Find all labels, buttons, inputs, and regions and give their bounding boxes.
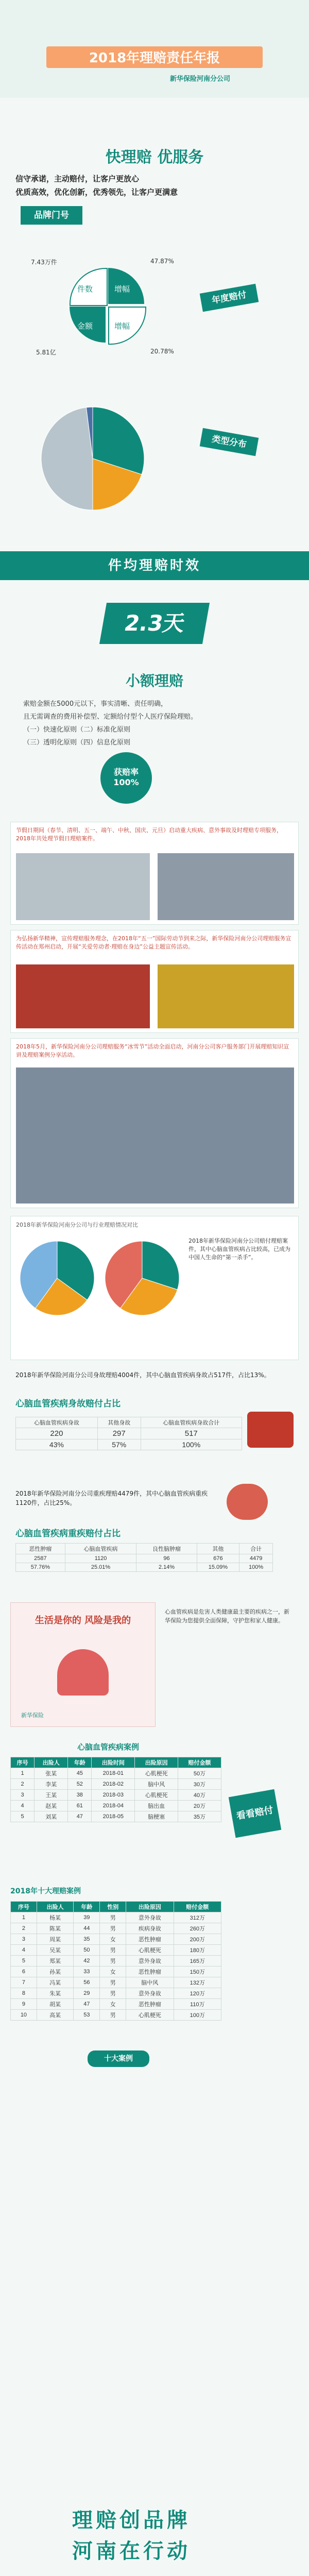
top10-header-4: 性别 xyxy=(100,1902,126,1912)
cardio1-pct-1: 43% xyxy=(16,1439,98,1450)
top10-cell-8-6: 120万 xyxy=(174,1988,221,1999)
top10-cell-4-5: 心肌梗死 xyxy=(126,1945,174,1956)
top10-cell-1-3: 39 xyxy=(74,1912,100,1923)
cardio2-pct-2: 25.01% xyxy=(65,1563,136,1572)
top10-header-6: 赔付金额 xyxy=(174,1902,221,1912)
top10-cell-2-5: 疾病身故 xyxy=(126,1923,174,1934)
top10-cell-5-1: 5 xyxy=(11,1956,37,1967)
event-card xyxy=(10,930,299,1033)
compare-note: 2018年新华保险河南分公司赔付理赔案件，其中心脑血管疾病占比较高，已成为中国人生命的“第一杀手”。 xyxy=(188,1238,290,1261)
rate-value: 100% xyxy=(113,777,139,787)
top10-cell-10-4: 男 xyxy=(100,2010,126,2021)
cases-cell-3-5: 心肌梗死 xyxy=(135,1790,178,1801)
cases-cell-3-1: 3 xyxy=(11,1790,35,1801)
top10-cell-7-1: 7 xyxy=(11,1977,37,1988)
top10-row xyxy=(11,1934,221,1945)
top10-row xyxy=(11,1999,221,2010)
book-note: 心血管疾病是危害人类健康最主要的疾病之一，新华保险为您提供全面保障，守护您和家人健康。 xyxy=(165,1608,289,1624)
footer-line-2: 河南在行动 xyxy=(72,2539,191,2563)
holiday-text: 节假日期间（春节、清明、五一、端午、中秋、国庆、元旦）启动重大疾病、意外事故及时理赔专项服务，2018年共处理节假日理赔案件。 xyxy=(16,827,282,842)
top10-cell-2-4: 男 xyxy=(100,1923,126,1934)
section1-line-1: 信守承诺，主动赔付，让客户更放心 xyxy=(15,174,140,183)
ice-text: 2018年5月，新华保险河南分公司理赔服务“冰雪节”活动全面启动，河南分公司客户服务部门开展理赔知识宣讲及理赔案例分享活动。 xyxy=(16,1043,289,1058)
top10-cell-4-2: 吴某 xyxy=(37,1945,74,1956)
section3-title: 小额理赔 xyxy=(125,672,183,689)
ice-card xyxy=(10,1038,299,1208)
cardio2-pct-5: 100% xyxy=(239,1563,273,1572)
event-text: 为弘扬新华精神，宣传理赔服务理念，在2018年“五一”国际劳动节到来之际，新华保险河南分公司理赔服务宣传活动在郑州启动，开展“关爱劳动者·理赔在身边”公益主题宣传活动。 xyxy=(16,935,291,950)
cases-cell-1-4: 2018-01 xyxy=(92,1768,135,1779)
top10-cell-4-4: 男 xyxy=(100,1945,126,1956)
cardio2-pct-3: 2.14% xyxy=(136,1563,197,1572)
top10-cell-5-3: 42 xyxy=(74,1956,100,1967)
cases-row xyxy=(11,1811,221,1822)
cardio2-pct-4: 15.09% xyxy=(197,1563,239,1572)
top10-cell-3-2: 周某 xyxy=(37,1934,74,1945)
cases-table xyxy=(10,1757,221,1822)
cases-cell-5-5: 脑梗塞 xyxy=(135,1811,178,1822)
top10-cell-8-1: 8 xyxy=(11,1988,37,1999)
quad-value-growth2: 20.78% xyxy=(150,348,174,355)
top10-table xyxy=(10,1901,221,2021)
rate-label: 获赔率 xyxy=(113,767,139,777)
heartbeat-icon xyxy=(247,1412,294,1448)
header-title: 2018年理赔责任年报 xyxy=(89,50,220,66)
rate-badge xyxy=(100,752,152,804)
cases-header-5: 出险原因 xyxy=(135,1757,178,1768)
top10-cell-9-6: 110万 xyxy=(174,1999,221,2010)
top10-cell-3-1: 3 xyxy=(11,1934,37,1945)
quad-value-count: 7.43万件 xyxy=(31,259,57,266)
cardio1-value-2: 297 xyxy=(97,1428,141,1439)
cardio1-header-3: 心脑血管疾病身故合计 xyxy=(141,1417,242,1428)
book-cover xyxy=(10,1602,156,1727)
cardio2-count-3: 96 xyxy=(136,1554,197,1563)
top10-row xyxy=(11,2010,221,2021)
compare-pie-left xyxy=(16,1237,98,1319)
holiday-photo-1 xyxy=(16,853,150,920)
top10-cell-3-5: 恶性肿瘤 xyxy=(126,1934,174,1945)
top10-cell-7-6: 132万 xyxy=(174,1977,221,1988)
cases-header-2: 出险人 xyxy=(35,1757,68,1768)
cardio2-table xyxy=(15,1543,273,1572)
top10-cell-3-4: 女 xyxy=(100,1934,126,1945)
top10-header-5: 出险原因 xyxy=(126,1902,174,1912)
type-pie-chart xyxy=(36,402,149,515)
top10-header-1: 序号 xyxy=(11,1902,37,1912)
section3-line-3: （一）快速化原则（二）标准化原则 xyxy=(23,726,131,734)
cases-cell-3-2: 王某 xyxy=(35,1790,68,1801)
section3-line-4: （三）透明化原则（四）信息化原则 xyxy=(23,739,131,747)
heart-hands-icon xyxy=(57,1649,109,1696)
compare-card xyxy=(10,1216,299,1360)
cases-header-1: 序号 xyxy=(11,1757,35,1768)
cases-cell-5-3: 47 xyxy=(68,1811,92,1822)
top10-cell-6-1: 6 xyxy=(11,1967,37,1977)
top10-title: 2018年十大理赔案例 xyxy=(10,1887,81,1895)
top10-cell-2-1: 2 xyxy=(11,1923,37,1934)
top10-cell-2-3: 44 xyxy=(74,1923,100,1934)
top10-cell-5-4: 男 xyxy=(100,1956,126,1967)
brand-label: 品牌门号 xyxy=(21,206,82,225)
cardio2-count-1: 2587 xyxy=(16,1554,65,1563)
quad-label-growth1: 增幅 xyxy=(114,284,130,294)
top10-row xyxy=(11,1977,221,1988)
top10-cell-5-5: 意外身故 xyxy=(126,1956,174,1967)
cardio1-table xyxy=(15,1417,242,1450)
cardio2-title: 心脑血管疾病重疾赔付占比 xyxy=(15,1529,121,1539)
header-subtitle: 新华保险河南分公司 xyxy=(170,75,231,83)
top10-cell-1-2: 杨某 xyxy=(37,1912,74,1923)
cardio1-header-1: 心脑血管疾病身故 xyxy=(16,1417,98,1428)
cases-cell-3-6: 40万 xyxy=(178,1790,221,1801)
cardio1-pct-3: 100% xyxy=(141,1439,242,1450)
top10-row xyxy=(11,1988,221,1999)
top10-label: 十大案例 xyxy=(88,2050,149,2067)
quad-value-growth1: 47.87% xyxy=(150,258,174,265)
section2-title: 件均理赔时效 xyxy=(0,551,309,580)
top10-cell-3-3: 35 xyxy=(74,1934,100,1945)
cases-cell-2-5: 脑中风 xyxy=(135,1779,178,1790)
top10-cell-9-3: 47 xyxy=(74,1999,100,2010)
quad-value-amount: 5.81亿 xyxy=(36,349,56,356)
top10-cell-10-1: 10 xyxy=(11,2010,37,2021)
top10-cell-8-2: 朱某 xyxy=(37,1988,74,1999)
top10-row xyxy=(11,1945,221,1956)
cardio2-pct-1: 57.76% xyxy=(16,1563,65,1572)
cases-row xyxy=(11,1779,221,1790)
top10-cell-7-3: 56 xyxy=(74,1977,100,1988)
cardio2-header-2: 心脑血管疾病 xyxy=(65,1544,136,1554)
cases-cell-2-4: 2018-02 xyxy=(92,1779,135,1790)
cardio1-title: 心脑血管疾病身故赔付占比 xyxy=(15,1399,121,1409)
cases-cell-5-4: 2018-05 xyxy=(92,1811,135,1822)
top10-row xyxy=(11,1956,221,1967)
top10-cell-4-1: 4 xyxy=(11,1945,37,1956)
top10-header-2: 出险人 xyxy=(37,1902,74,1912)
cases-cell-2-1: 2 xyxy=(11,1779,35,1790)
book-caption: 新华保险 xyxy=(21,1712,44,1719)
cases-label: 看看赔付 xyxy=(229,1789,282,1838)
cardio1-header-2: 其他身故 xyxy=(97,1417,141,1428)
cases-cell-1-5: 心肌梗死 xyxy=(135,1768,178,1779)
annual-label: 年度赔付 xyxy=(200,284,259,312)
top10-cell-10-5: 心肌梗死 xyxy=(126,2010,174,2021)
cardio2-intro: 2018年新华保险河南分公司重疾理赔4479件，其中心脑血管疾病重疾1120件，占比25%。 xyxy=(15,1490,208,1506)
cardio2-header-3: 良性脑肿瘤 xyxy=(136,1544,197,1554)
top10-cell-7-5: 脑中风 xyxy=(126,1977,174,1988)
cases-cell-2-3: 52 xyxy=(68,1779,92,1790)
cases-cell-3-4: 2018-03 xyxy=(92,1790,135,1801)
cases-cell-5-2: 刘某 xyxy=(35,1811,68,1822)
cardio2-count-5: 4479 xyxy=(239,1554,273,1563)
header-banner xyxy=(0,0,309,98)
top10-cell-1-1: 1 xyxy=(11,1912,37,1923)
cases-row xyxy=(11,1801,221,1811)
top10-cell-6-2: 孙某 xyxy=(37,1967,74,1977)
brain-icon xyxy=(227,1484,268,1520)
holiday-card xyxy=(10,822,299,925)
cardio2-header-4: 其他 xyxy=(197,1544,239,1554)
cases-cell-4-5: 脑出血 xyxy=(135,1801,178,1811)
section3-line-2: 且无需调查的费用补偿型、定额给付型个人医疗保险理赔。 xyxy=(23,713,198,721)
cardio1-intro: 2018年新华保险河南分公司身故理赔4004件，其中心脑血管疾病身故占517件，占比13%。 xyxy=(15,1371,270,1379)
cases-row xyxy=(11,1790,221,1801)
top10-row xyxy=(11,1967,221,1977)
quad-panel xyxy=(31,247,185,386)
type-distribution-label: 类型分布 xyxy=(200,428,259,456)
cases-cell-3-3: 38 xyxy=(68,1790,92,1801)
cases-cell-4-3: 61 xyxy=(68,1801,92,1811)
cases-cell-5-6: 35万 xyxy=(178,1811,221,1822)
cases-cell-1-1: 1 xyxy=(11,1768,35,1779)
top10-cell-6-5: 恶性肿瘤 xyxy=(126,1967,174,1977)
cases-cell-1-6: 50万 xyxy=(178,1768,221,1779)
top10-cell-8-5: 意外身故 xyxy=(126,1988,174,1999)
top10-cell-5-2: 郑某 xyxy=(37,1956,74,1967)
cases-cell-5-1: 5 xyxy=(11,1811,35,1822)
cardio2-count-4: 676 xyxy=(197,1554,239,1563)
cases-header-3: 年龄 xyxy=(68,1757,92,1768)
top10-cell-7-2: 冯某 xyxy=(37,1977,74,1988)
cardio1-pct-2: 57% xyxy=(97,1439,141,1450)
top10-cell-1-5: 意外身故 xyxy=(126,1912,174,1923)
cases-header-6: 赔付金额 xyxy=(178,1757,221,1768)
top10-row xyxy=(11,1923,221,1934)
top10-cell-6-6: 150万 xyxy=(174,1967,221,1977)
cardio2-header-1: 恶性肿瘤 xyxy=(16,1544,65,1554)
timeliness-value: 2.3天 xyxy=(99,603,210,644)
quad-label-count: 件数 xyxy=(77,284,93,294)
top10-cell-10-3: 53 xyxy=(74,2010,100,2021)
top10-cell-6-3: 33 xyxy=(74,1967,100,1977)
top10-cell-2-2: 陈某 xyxy=(37,1923,74,1934)
cases-cell-4-4: 2018-04 xyxy=(92,1801,135,1811)
event-photo-1 xyxy=(16,964,150,1028)
top10-cell-9-2: 胡某 xyxy=(37,1999,74,2010)
top10-cell-5-6: 165万 xyxy=(174,1956,221,1967)
top10-cell-9-5: 恶性肿瘤 xyxy=(126,1999,174,2010)
section3-line-1: 索赔金额在5000元以下，事实清晰、责任明确， xyxy=(23,700,168,708)
quad-label-growth2: 增幅 xyxy=(114,321,130,331)
type-pie-slice-3 xyxy=(41,408,93,510)
cases-cell-1-3: 45 xyxy=(68,1768,92,1779)
holiday-photo-2 xyxy=(158,853,294,920)
compare-pie-right xyxy=(101,1237,183,1319)
cases-cell-2-6: 30万 xyxy=(178,1779,221,1790)
top10-cell-8-4: 男 xyxy=(100,1988,126,1999)
cases-title: 心脑血管疾病案例 xyxy=(77,1742,140,1752)
top10-cell-3-6: 200万 xyxy=(174,1934,221,1945)
book-title: 生活是你的 风险是我的 xyxy=(35,1615,131,1626)
cases-cell-4-6: 20万 xyxy=(178,1801,221,1811)
top10-cell-10-6: 100万 xyxy=(174,2010,221,2021)
cardio1-value-3: 517 xyxy=(141,1428,242,1439)
top10-cell-9-4: 女 xyxy=(100,1999,126,2010)
top10-cell-4-3: 50 xyxy=(74,1945,100,1956)
section1-title: 快理赔 优服务 xyxy=(105,148,204,166)
ice-photo xyxy=(16,1067,294,1204)
cardio2-header-5: 合计 xyxy=(239,1544,273,1554)
top10-header-3: 年龄 xyxy=(74,1902,100,1912)
top10-cell-8-3: 29 xyxy=(74,1988,100,1999)
cases-row xyxy=(11,1768,221,1779)
cardio2-count-2: 1120 xyxy=(65,1554,136,1563)
event-photo-2 xyxy=(158,964,294,1028)
cases-header-4: 出险时间 xyxy=(92,1757,135,1768)
cases-cell-4-1: 4 xyxy=(11,1801,35,1811)
quad-label-amount: 金额 xyxy=(77,321,93,331)
cardio1-value-1: 220 xyxy=(16,1428,98,1439)
top10-row xyxy=(11,1912,221,1923)
top10-cell-1-6: 312万 xyxy=(174,1912,221,1923)
cases-cell-4-2: 赵某 xyxy=(35,1801,68,1811)
section1-line-2: 优质高效，优化创新，优秀领先，让客户更满意 xyxy=(15,188,178,197)
top10-cell-2-6: 260万 xyxy=(174,1923,221,1934)
compare-caption: 2018年新华保险河南分公司与行业理赔情况对比 xyxy=(16,1222,138,1228)
top10-cell-1-4: 男 xyxy=(100,1912,126,1923)
top10-cell-10-2: 高某 xyxy=(37,2010,74,2021)
cases-cell-2-2: 李某 xyxy=(35,1779,68,1790)
cases-cell-1-2: 张某 xyxy=(35,1768,68,1779)
top10-cell-6-4: 女 xyxy=(100,1967,126,1977)
top10-cell-7-4: 男 xyxy=(100,1977,126,1988)
top10-cell-4-6: 180万 xyxy=(174,1945,221,1956)
footer-line-1: 理赔创品牌 xyxy=(72,2509,191,2532)
top10-cell-9-1: 9 xyxy=(11,1999,37,2010)
